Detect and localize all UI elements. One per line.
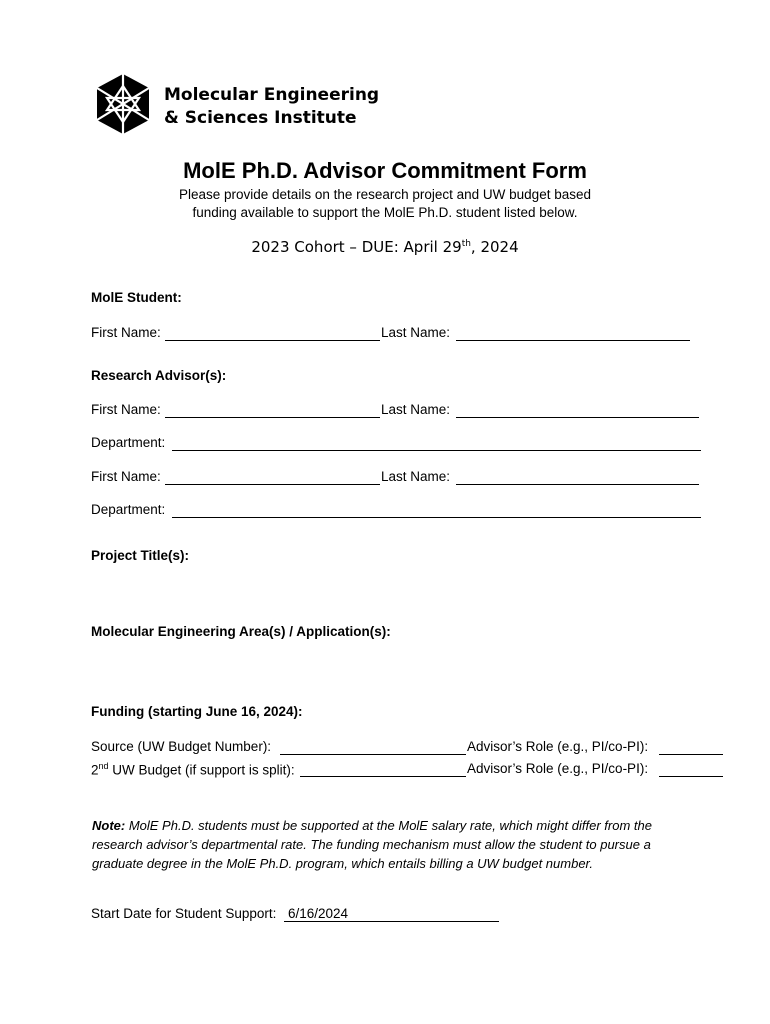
source-budget-label: Source (UW Budget Number): [91,739,272,754]
project-title-heading: Project Title(s): [91,548,190,563]
student-heading: MolE Student: [91,290,182,305]
cohort-suffix: , 2024 [470,238,519,256]
logo-line-1: Molecular Engineering [164,85,380,105]
advisor2-department-field[interactable] [172,517,701,518]
second-budget-sup: nd [98,761,109,771]
funding-heading: Funding (starting June 16, 2024): [91,704,303,719]
form-subtitle [0,186,770,222]
molecule-icon [94,72,152,136]
student-last-name-label: Last Name: [381,325,451,340]
cohort-sup: th [461,239,471,249]
advisor1-last-name-label: Last Name: [381,402,451,417]
second-budget-label [91,761,295,778]
student-first-name-label: First Name: [91,325,161,340]
student-first-name-field[interactable] [165,340,380,341]
start-date-line [284,921,499,922]
advisors-heading: Research Advisor(s): [91,368,227,383]
start-date-label: Start Date for Student Support: [91,906,277,921]
second-budget-field[interactable] [300,776,466,777]
advisor1-first-name-label: First Name: [91,402,161,417]
cohort-due-date [0,238,770,256]
salary-note [92,816,702,873]
application-area-heading: Molecular Engineering Area(s) / Application(s): [91,624,391,639]
note-text: MolE Ph.D. students must be supported at the MolE salary rate, which might differ from the research advisor’s departmental rate. The funding mechanism must allow the student to pursue a graduate degree in the MolE Ph.D. program, which entails billing a UW budget number. [92,818,652,871]
advisor1-department-field[interactable] [172,450,701,451]
source-budget-field[interactable] [280,754,466,755]
subtitle-line-2: funding available to support the MolE Ph.D. student listed below. [192,205,578,220]
advisor2-first-name-label: First Name: [91,469,161,484]
cohort-prefix: 2023 Cohort – DUE: April 29 [251,238,462,256]
logo-line-2: & Sciences Institute [164,108,357,128]
form-title: MolE Ph.D. Advisor Commitment Form [183,158,587,183]
logo-text [164,84,379,130]
advisor1-last-name-field[interactable] [456,417,699,418]
advisor2-last-name-label: Last Name: [381,469,451,484]
advisor2-first-name-field[interactable] [165,484,380,485]
second-budget-suffix: UW Budget (if support is split): [108,762,295,778]
subtitle-line-1: Please provide details on the research project and UW budget based [178,187,591,202]
advisor-role-label-1: Advisor’s Role (e.g., PI/co-PI): [467,739,649,754]
advisor1-first-name-field[interactable] [165,417,380,418]
advisor2-last-name-field[interactable] [456,484,699,485]
start-date-value[interactable]: 6/16/2024 [288,906,349,921]
student-last-name-field[interactable] [456,340,690,341]
advisor-role-field-1[interactable] [659,754,723,755]
advisor2-department-label: Department: [91,502,166,517]
advisor-role-field-2[interactable] [659,776,723,777]
second-budget-prefix: 2 [91,762,99,778]
advisor1-department-label: Department: [91,435,166,450]
advisor-role-label-2: Advisor’s Role (e.g., PI/co-PI): [467,761,649,776]
note-lead: Note: [92,818,126,833]
